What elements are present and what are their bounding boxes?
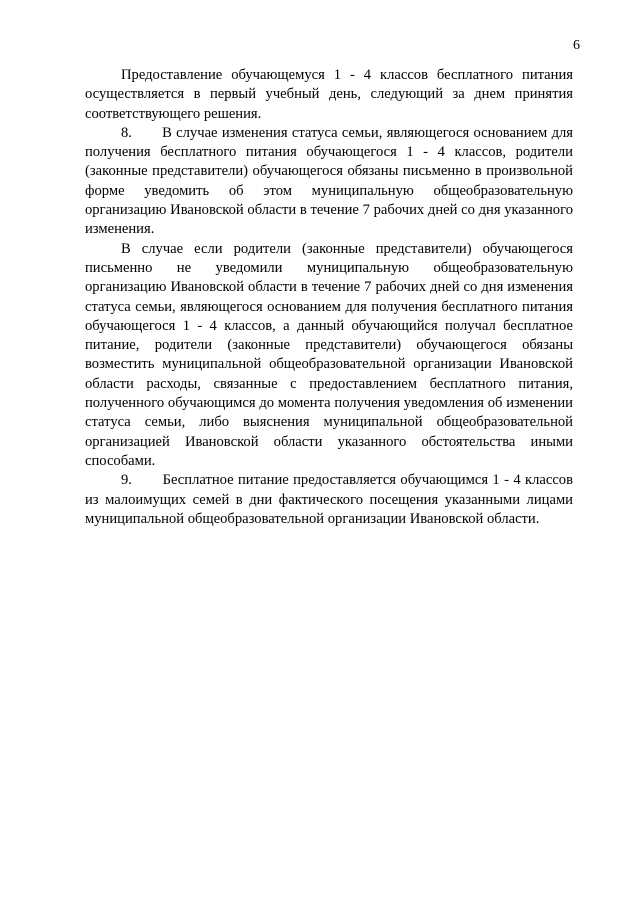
paragraph-clause-9: 9. Бесплатное питание предоставляется обучающимся 1 - 4 классов из малоимущих семей в дни фактического посещения указанными лицами муниципальной общеобразовательной организации Ивановской области.	[85, 472, 577, 527]
paragraph-reimbursement: В случае если родители (законные представители) обучающегося письменно не уведомили муниципальную общеобразовательную организацию Ивановской области в течение 7 рабочих дней со дня изменения статуса семьи, являющегося основанием для получения бесплатного питания обучающегося 1 - 4 классов, а данный обучающийся получал бесплатное питание, родители (законные представители) обучающегося обязаны возместить муниципальной общеобразовательной организации Ивановской области расходы, связанные с предоставлением бесплатного питания, полученного обучающимся до момента получения уведомления об изменении статуса семьи, либо выяснения муниципальной общеобразовательной организацией Ивановской области указанного обстоятельства иными способами.	[85, 240, 573, 469]
page-number: 6	[573, 38, 580, 53]
paragraph-provision-start: Предоставление обучающемуся 1 - 4 классов бесплатного питания осуществляется в первый учебный день, следующий за днем принятия соответствующего решения.	[85, 67, 573, 122]
document-body	[85, 66, 577, 529]
paragraph-clause-8: 8. В случае изменения статуса семьи, являющегося основанием для получения бесплатного питания обучающегося 1 - 4 классов, родители (законные представители) обучающегося обязаны письменно в произвольной форме уведомить об этом муниципальную общеобразовательную организацию Ивановской области в течение 7 рабочих дней со дня указанного изменения.	[85, 124, 577, 238]
